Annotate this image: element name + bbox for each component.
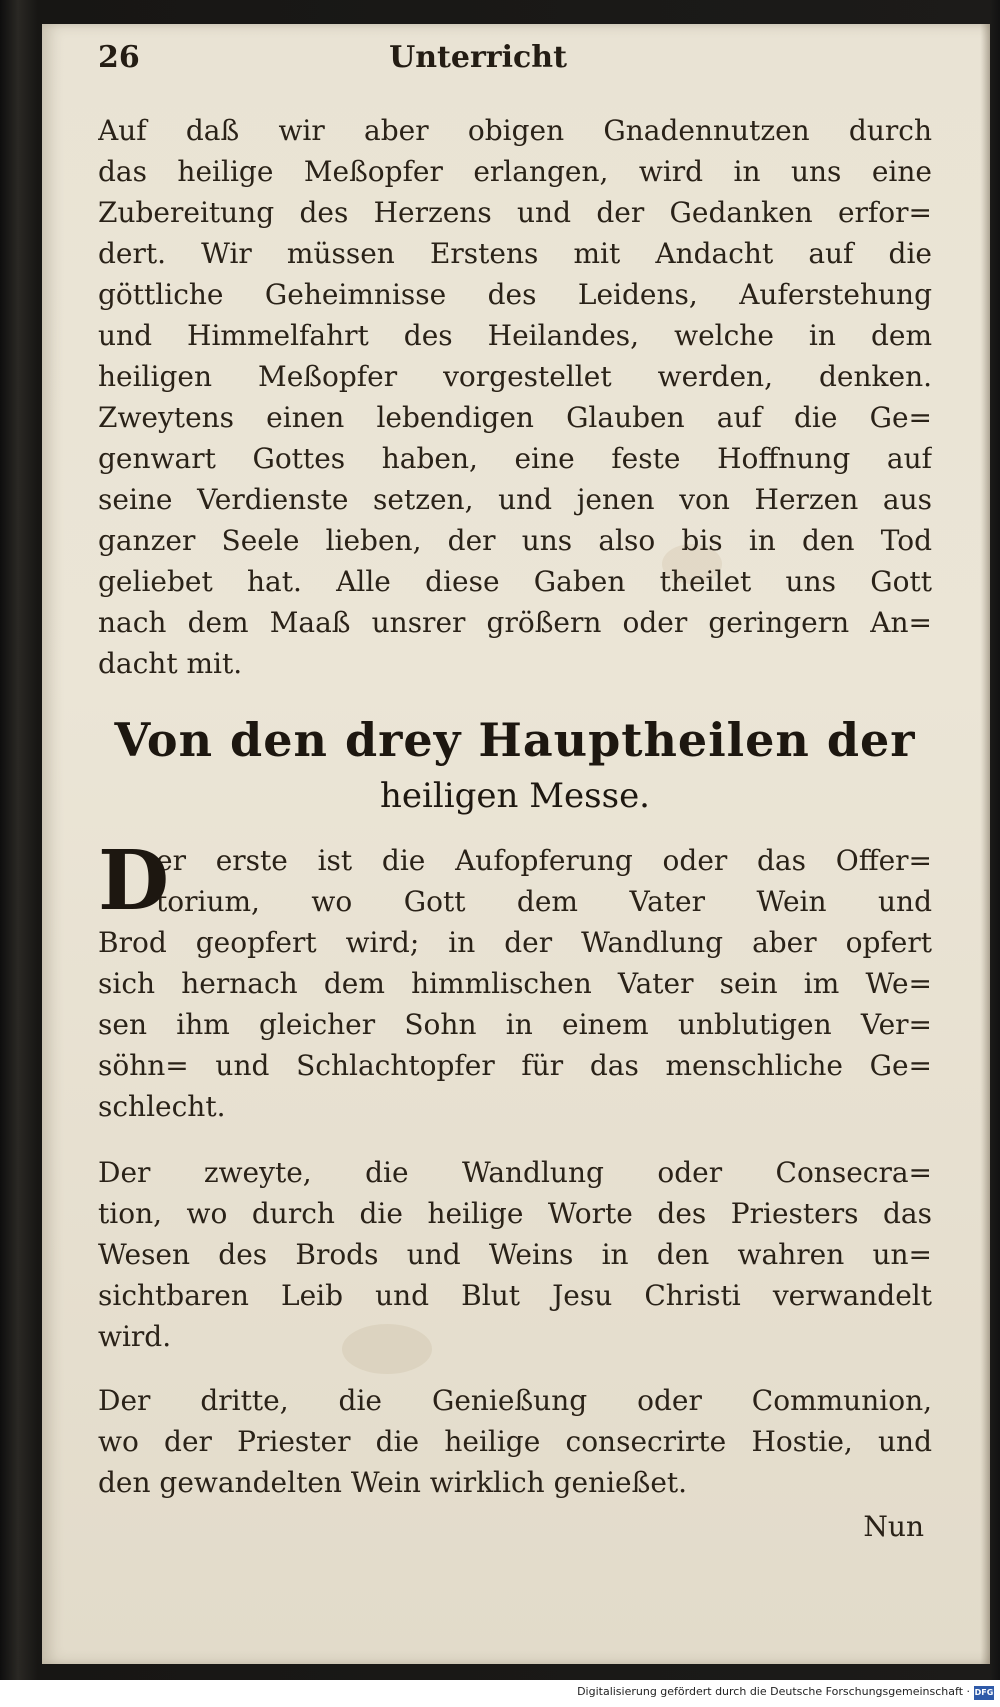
dropcap-letter: D [98, 833, 170, 929]
text-line: heiligen Meßopfer vorgestellet werden, denken. [98, 360, 932, 393]
text-line: Brod geopfert wird; in der Wandlung aber opfert [98, 926, 932, 959]
text-line: den gewandelten Wein wirklich genießet. [98, 1466, 688, 1499]
text-line: seine Verdienste setzen, und jenen von Herzen aus [98, 483, 932, 516]
text-line: das heilige Meßopfer erlangen, wird in uns eine [98, 155, 932, 188]
text-line: dacht mit. [98, 647, 243, 680]
page-number: 26 [98, 40, 140, 75]
text-line: sichtbaren Leib und Blut Jesu Christi verwandelt [98, 1279, 932, 1312]
funding-credit: Digitalisierung gefördert durch die Deutsche Forschungsgemeinschaft · [577, 1685, 970, 1698]
text-line: Zweytens einen lebendigen Glauben auf die Ge= [98, 401, 932, 434]
text-line: Zubereitung des Herzens und der Gedanken erfor= [98, 196, 932, 229]
dfg-logo-icon: DFG [974, 1686, 994, 1700]
text-line: göttliche Geheimnisse des Leidens, Auferstehung [98, 278, 932, 311]
text-line: tion, wo durch die heilige Worte des Priesters das [98, 1197, 932, 1230]
section-heading-line2: heiligen Messe. [380, 776, 650, 816]
paragraph-third [98, 1380, 932, 1503]
text-line: wo der Priester die heilige consecrirte Hostie, und [98, 1425, 932, 1458]
text-line: wird. [98, 1320, 172, 1353]
text-line: Wesen des Brods und Weins in den wahren un= [98, 1238, 932, 1271]
text-line: genwart Gottes haben, eine feste Hoffnung auf [98, 442, 932, 475]
text-line: sen ihm gleicher Sohn in einem unblutigen Ver= [98, 1008, 932, 1041]
running-head: Unterricht [389, 40, 567, 75]
text-line: Auf daß wir aber obigen Gnadennutzen durch [98, 114, 932, 147]
text-line: ganzer Seele lieben, der uns also bis in den Tod [98, 524, 932, 557]
paragraph-first [98, 833, 932, 1127]
text-line: dert. Wir müssen Erstens mit Andacht auf die [98, 237, 932, 270]
text-line: und Himmelfahrt des Heilandes, welche in dem [98, 319, 932, 352]
section-heading [98, 712, 932, 820]
section-heading-line1: Von den drey Hauptheilen der [114, 713, 916, 767]
page-header [98, 40, 858, 84]
text-line: Der zweyte, die Wandlung oder Consecra= [98, 1156, 932, 1189]
text-line: torium, wo Gott dem Vater Wein und [156, 885, 932, 918]
text-line: Der dritte, die Genießung oder Communion, [98, 1384, 932, 1417]
catchword: Nun [863, 1510, 924, 1543]
text-line: sich hernach dem himmlischen Vater sein im We= [98, 967, 932, 1000]
footer-bar [0, 1680, 1000, 1707]
text-line: nach dem Maaß unsrer größern oder geringern An= [98, 606, 932, 639]
text-line: geliebet hat. Alle diese Gaben theilet uns Gott [98, 565, 932, 598]
text-line: söhn= und Schlachtopfer für das menschliche Ge= [98, 1049, 932, 1082]
text-line: schlecht. [98, 1090, 226, 1123]
text-line: er erste ist die Aufopferung oder das Offer= [156, 844, 932, 877]
paragraph-intro [98, 110, 932, 684]
paragraph-second [98, 1152, 932, 1357]
